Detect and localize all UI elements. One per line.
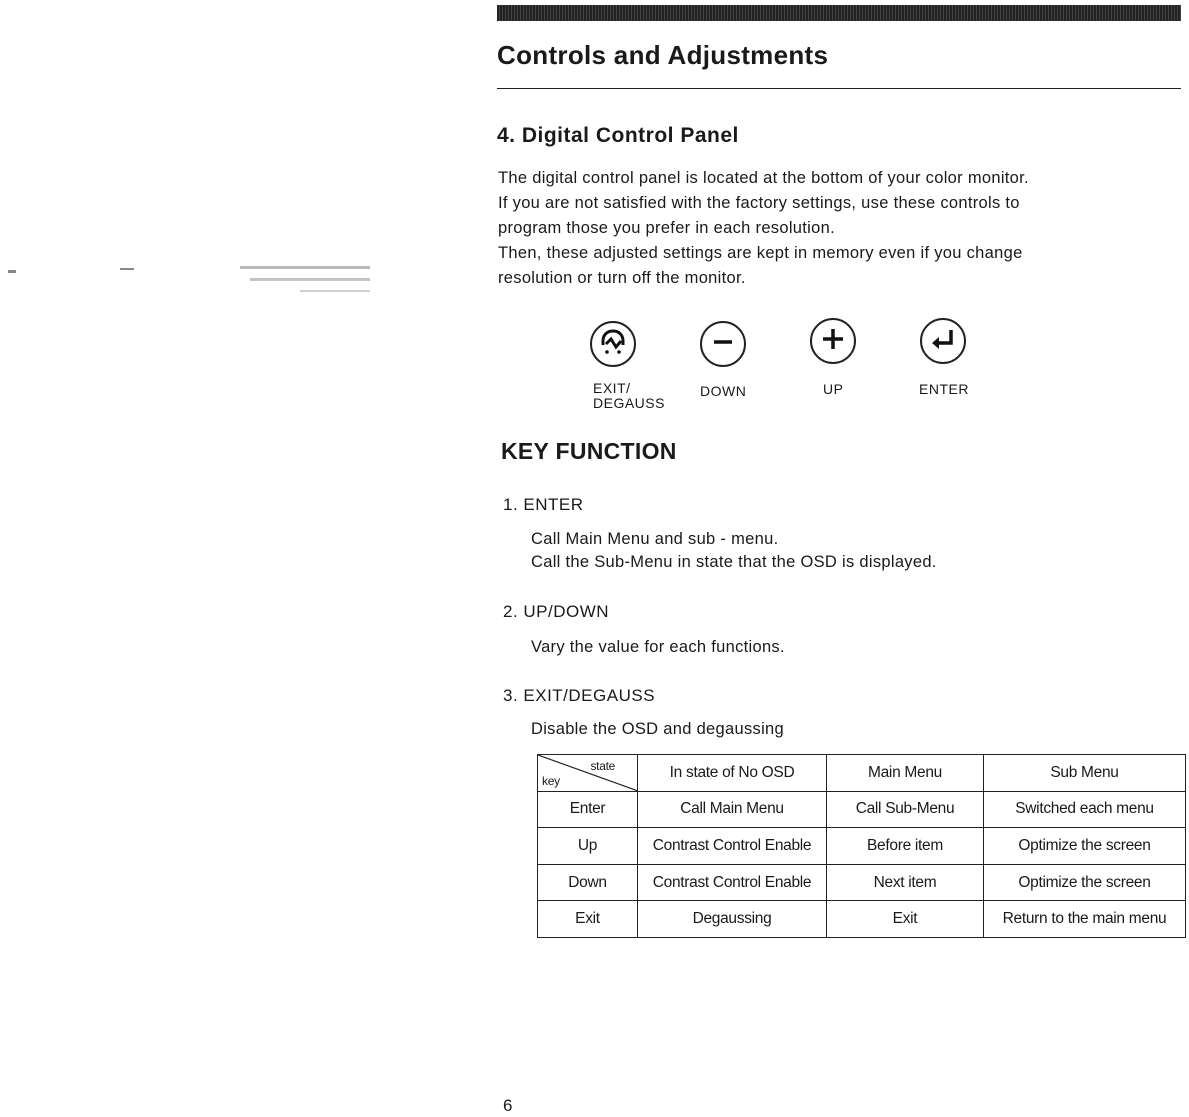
degauss-icon bbox=[598, 327, 628, 362]
item-text-exit-degauss bbox=[531, 718, 784, 741]
table-cell: Down bbox=[538, 864, 638, 901]
table-cell: Return to the main menu bbox=[984, 901, 1186, 938]
key-function-heading: KEY FUNCTION bbox=[501, 438, 677, 464]
table-cell: Enter bbox=[538, 791, 638, 828]
header-bar bbox=[497, 5, 1181, 21]
enter-icon bbox=[929, 325, 957, 358]
table-cell: Call Main Menu bbox=[638, 791, 827, 828]
subsection-title: 4. Digital Control Panel bbox=[497, 124, 739, 147]
page-number: 6 bbox=[503, 1096, 513, 1115]
plus-icon bbox=[819, 325, 847, 358]
table-cell: Up bbox=[538, 828, 638, 865]
paragraph-line: Then, these adjusted settings are kept in memory even if you change bbox=[498, 244, 1023, 262]
section-title: Controls and Adjustments bbox=[497, 40, 829, 70]
item-text-up-down bbox=[531, 636, 785, 659]
function-table bbox=[537, 754, 1186, 938]
exit-degauss-label: EXIT/ DEGAUSS bbox=[593, 380, 665, 411]
scan-artifact bbox=[250, 278, 370, 281]
item-line: Vary the value for each functions. bbox=[531, 638, 785, 656]
down-label: DOWN bbox=[700, 383, 747, 399]
item-line: Disable the OSD and degaussing bbox=[531, 720, 784, 738]
up-label: UP bbox=[823, 381, 844, 397]
table-cell: Optimize the screen bbox=[984, 828, 1186, 865]
corner-key-label: key bbox=[542, 773, 560, 788]
table-cell: Exit bbox=[538, 901, 638, 938]
table-cell: Before item bbox=[827, 828, 984, 865]
item-line: Call Main Menu and sub - menu. bbox=[531, 530, 779, 548]
enter-label: ENTER bbox=[919, 381, 969, 397]
down-button[interactable] bbox=[700, 321, 746, 367]
intro-paragraph bbox=[498, 166, 1182, 291]
item-title-exit-degauss: 3. EXIT/DEGAUSS bbox=[503, 686, 656, 705]
item-line: Call the Sub-Menu in state that the OSD is displayed. bbox=[531, 553, 937, 571]
up-button[interactable] bbox=[810, 318, 856, 364]
table-row bbox=[538, 828, 1186, 865]
table-cell: Degaussing bbox=[638, 901, 827, 938]
table-cell: Exit bbox=[827, 901, 984, 938]
exit-degauss-button[interactable] bbox=[590, 321, 636, 367]
table-cell: Call Sub-Menu bbox=[827, 791, 984, 828]
scan-artifact bbox=[120, 268, 134, 270]
table-row bbox=[538, 864, 1186, 901]
paragraph-line: If you are not satisfied with the factory settings, use these controls to bbox=[498, 194, 1020, 212]
scan-artifact bbox=[240, 266, 370, 269]
title-rule bbox=[497, 88, 1181, 89]
paragraph-line: program those you prefer in each resolution. bbox=[498, 219, 835, 237]
table-cell: Contrast Control Enable bbox=[638, 864, 827, 901]
table-cell: Contrast Control Enable bbox=[638, 828, 827, 865]
paragraph-line: resolution or turn off the monitor. bbox=[498, 269, 746, 287]
table-header: In state of No OSD bbox=[638, 755, 827, 792]
minus-icon bbox=[709, 328, 737, 361]
corner-state-label: state bbox=[590, 759, 615, 773]
corner-cell bbox=[538, 755, 638, 792]
item-title-enter: 1. ENTER bbox=[503, 495, 584, 514]
scan-artifact bbox=[8, 270, 16, 273]
table-header: Main Menu bbox=[827, 755, 984, 792]
table-cell: Switched each menu bbox=[984, 791, 1186, 828]
item-title-up-down: 2. UP/DOWN bbox=[503, 602, 610, 621]
table-row bbox=[538, 791, 1186, 828]
item-text-enter bbox=[531, 528, 937, 574]
table-cell: Optimize the screen bbox=[984, 864, 1186, 901]
table-header: Sub Menu bbox=[984, 755, 1186, 792]
table-header-row bbox=[538, 755, 1186, 792]
table-row bbox=[538, 901, 1186, 938]
table-cell: Next item bbox=[827, 864, 984, 901]
enter-button[interactable] bbox=[920, 318, 966, 364]
scan-artifact bbox=[300, 290, 370, 292]
paragraph-line: The digital control panel is located at the bottom of your color monitor. bbox=[498, 169, 1029, 187]
